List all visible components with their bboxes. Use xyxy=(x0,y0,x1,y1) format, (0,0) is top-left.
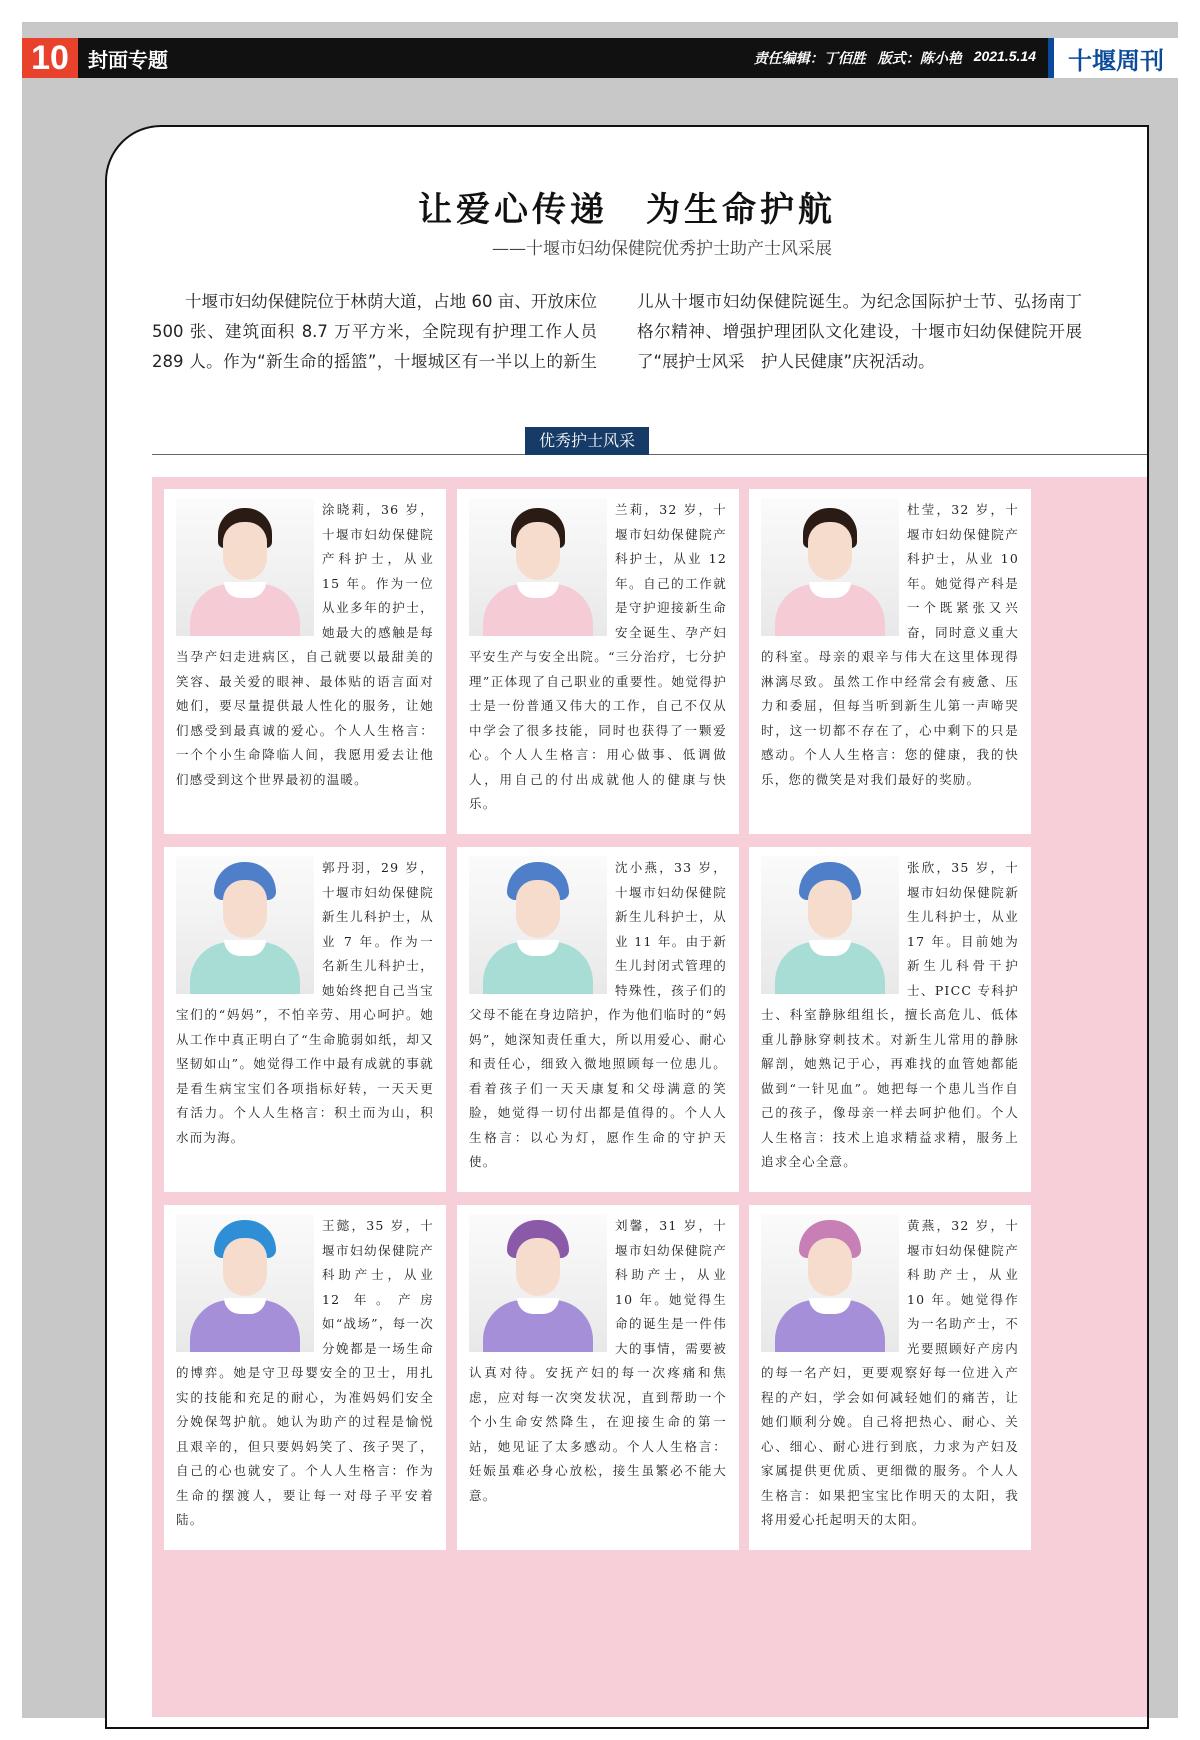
issue-date: 2021.5.14 xyxy=(973,48,1036,64)
nurse-portrait-photo xyxy=(176,498,314,636)
nurse-profile-text: 黄燕，32 岁，十堰市妇幼保健院产科助产士，从业 10 年。她觉得作为一名助产士，不光要照顾好产房内的每一名产妇，更要观察好每一位进入产程的产妇，学会如何减轻她们的痛苦，让她们顺利分娩。自己将把热心、耐心、关心、细心、耐心进行到底，力求为产妇及家属提供更优质、更细微的服务。个人人生格言：如果把宝宝比作明天的太阳，我将用爱心托起明天的太阳。 xyxy=(761,1218,1019,1527)
nurse-portrait-photo xyxy=(469,1214,607,1352)
page-number: 10 xyxy=(22,38,78,78)
article-subtitle: ——十堰市妇幼保健院优秀护士助产士风采展 xyxy=(492,239,832,259)
nurse-portrait-photo xyxy=(761,498,899,636)
header-credits xyxy=(754,48,1036,68)
nurse-profile-text: 涂晓莉，36 岁，十堰市妇幼保健院产科护士，从业 15 年。作为一位从业多年的护士，她最大的感触是每当孕产妇走进病区，自己就要以最甜美的笑容、最关爱的眼神、最体贴的语言面对她们，要尽量提供最人性化的服务，让她们感受到最真诚的爱心。个人人生格言：一个个小生命降临人间，我愿用爱去让他们感受到这个世界最初的温暖。 xyxy=(176,502,434,787)
nurse-profile-card xyxy=(457,489,739,834)
nurse-profile-text: 张欣，35 岁，十堰市妇幼保健院新生儿科护士，从业 17 年。目前她为新生儿科骨干护士、PICC 专科护士、科室静脉组组长，擅长高危儿、低体重儿静脉穿刺技术。对新生儿常用的静脉解剖，她熟记于心，再难找的血管她都能做到“一针见血”。她把每一个患儿当作自己的孩子，像母亲一样去呵护他们。个人人生格言：技术上追求精益求精，服务上追求全心全意。 xyxy=(761,860,1019,1169)
section-name: 封面专题 xyxy=(88,49,168,72)
nurse-profile-text: 杜莹，32 岁，十堰市妇幼保健院产科护士，从业 10 年。她觉得产科是一个既紧张又兴奋，同时意义重大的科室。母亲的艰辛与伟大在这里体现得淋漓尽致。虽然工作中经常会有疲惫、压力和委屈，但每当听到新生儿第一声啼哭时，这一切都不存在了，心中剩下的只是感动。个人人生格言：您的健康，我的快乐，您的微笑是对我们最好的奖励。 xyxy=(761,502,1019,787)
nurse-portrait-photo xyxy=(469,856,607,994)
publication-logo: 十堰周刊 xyxy=(1048,38,1178,78)
nurse-profile-card xyxy=(164,847,446,1192)
nurse-portrait-photo xyxy=(469,498,607,636)
nurse-portrait-photo xyxy=(176,856,314,994)
nurse-profile-text: 刘馨，31 岁，十堰市妇幼保健院产科助产士，从业 10 年。她觉得生命的诞生是一件伟大的事情，需要被认真对待。安抚产妇的每一次疼痛和焦虑，应对每一次突发状况，直到帮助一个个小生命安然降生，在迎接生命的第一站，她见证了太多感动。个人人生格言：妊娠虽难必身心放松，接生虽繁必不能大意。 xyxy=(469,1218,727,1503)
nurse-profile-card xyxy=(749,847,1031,1192)
nurse-profile-text: 沈小燕，33 岁，十堰市妇幼保健院新生儿科护士，从业 11 年。由于新生儿封闭式管理的特殊性，孩子们的父母不能在身边陪护，作为他们临时的“妈妈”，她深知责任重大，所以用爱心、耐心和责任心，细致入微地照顾每一位患儿。看着孩子们一天天康复和父母满意的笑脸，她觉得一切付出都是值得的。个人人生格言：以心为灯，愿作生命的守护天使。 xyxy=(469,860,727,1169)
nurse-profile-card xyxy=(164,1205,446,1550)
nurse-portrait-photo xyxy=(176,1214,314,1352)
nurse-profile-text: 郭丹羽，29 岁，十堰市妇幼保健院新生儿科护士，从业 7 年。作为一名新生儿科护士，她始终把自己当宝宝们的“妈妈”，不怕辛劳、用心呵护。她从工作中真正明白了“生命脆弱如纸，却又坚韧如山”。她觉得工作中最有成就的事就是看生病宝宝们各项指标好转，一天天更有活力。个人人生格言：积土而为山，积水而为海。 xyxy=(176,860,434,1145)
intro-paragraph: 十堰市妇幼保健院位于林荫大道，占地 60 亩、开放床位 500 张、建筑面积 8.7 万平方米，全院现有护理工作人员 289 人。作为“新生命的摇篮”，十堰城区有一半以上的新生儿从十堰市妇幼保健院诞生。为纪念国际护士节、弘扬南丁格尔精神、增强护理团队文化建设，十堰市妇幼保健院开展了“展护士风采 护人民健康”庆祝活动。 xyxy=(152,292,1082,371)
nurse-profile-card xyxy=(749,489,1031,834)
nurse-profile-grid xyxy=(152,477,1147,1717)
nurse-portrait-photo xyxy=(761,1214,899,1352)
editor-credit: 责任编辑：丁佰胜 xyxy=(753,50,866,66)
section-divider xyxy=(152,454,1147,455)
nurse-profile-card xyxy=(457,847,739,1192)
nurse-profile-card xyxy=(164,489,446,834)
nurse-profile-card xyxy=(457,1205,739,1550)
layout-credit: 版式：陈小艳 xyxy=(877,50,962,66)
article-title: 让爱心传递 为生命护航 xyxy=(418,190,836,230)
section-tag: 优秀护士风采 xyxy=(525,427,649,455)
nurse-profile-card xyxy=(749,1205,1031,1550)
article-intro xyxy=(152,287,1082,377)
nurse-portrait-photo xyxy=(761,856,899,994)
article-card xyxy=(105,125,1149,1729)
nurse-profile-text: 兰莉，32 岁，十堰市妇幼保健院产科护士，从业 12 年。自己的工作就是守护迎接新生命安全诞生、孕产妇平安生产与安全出院。“三分治疗，七分护理”正体现了自己职业的重要性。她觉得护士是一份普通又伟大的工作，自己不仅从中学会了很多技能，同时也获得了一颗爱心。个人人生格言：用心做事、低调做人，用自己的付出成就他人的健康与快乐。 xyxy=(469,502,727,811)
nurse-profile-text: 王懿，35 岁，十堰市妇幼保健院产科助产士，从业 12 年。产房如“战场”，每一次分娩都是一场生命的博弈。她是守卫母婴安全的卫士，用扎实的技能和充足的耐心，为准妈妈们安全分娩保驾护航。她认为助产的过程是愉悦且艰辛的，但只要妈妈笑了、孩子哭了，自己的心也就安了。个人人生格言：作为生命的摆渡人，要让每一对母子平安着陆。 xyxy=(176,1218,434,1527)
page-header xyxy=(22,38,1178,78)
